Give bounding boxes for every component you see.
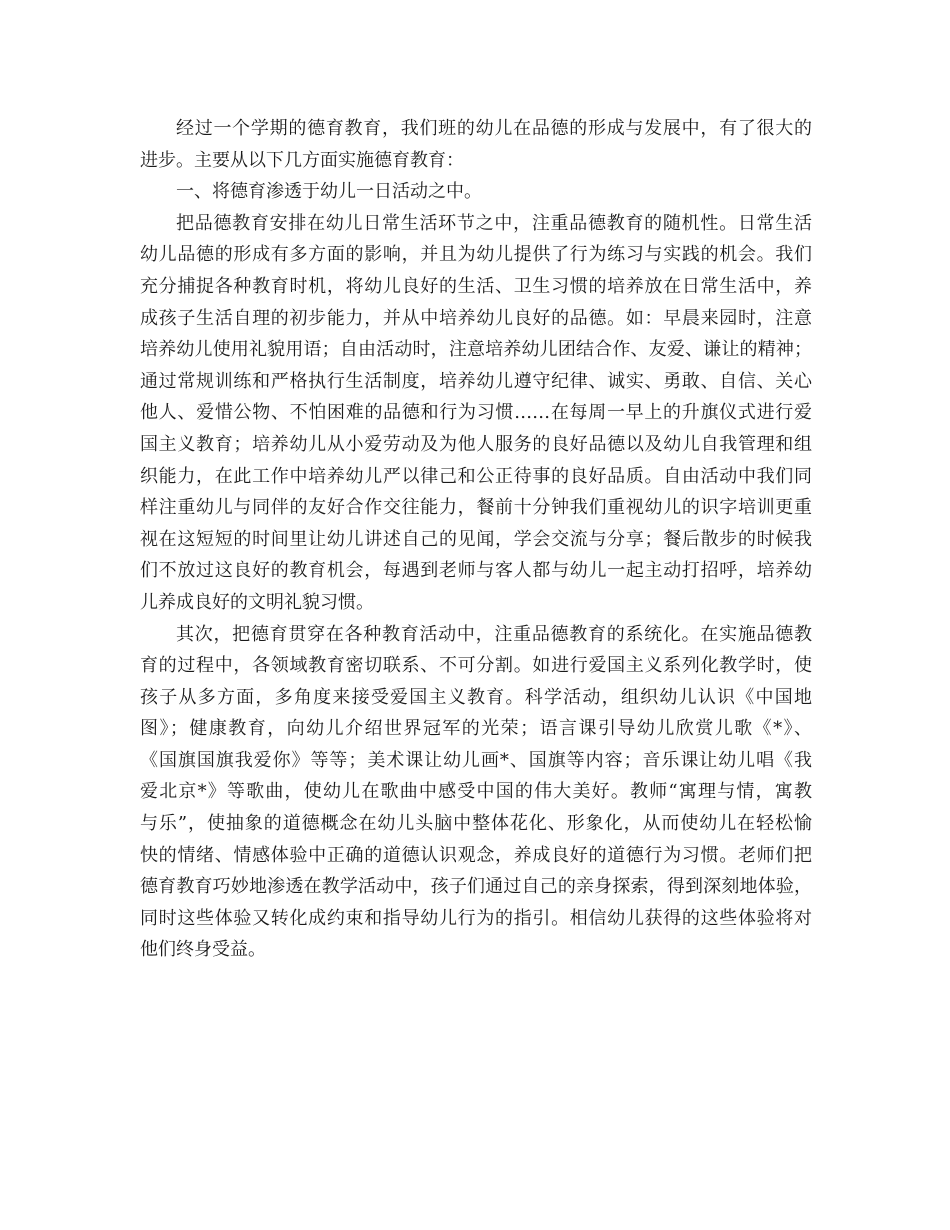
paragraph-4-line-10: 同时这些体验又转化成约束和指导幼儿行为的指引。相信幼儿获得的这些体验将对	[140, 907, 812, 929]
paragraph-3-line-13: 儿养成良好的文明礼貌习惯。	[140, 591, 374, 613]
paragraph-4-line-7: 与乐”，使抽象的道德概念在幼儿头脑中整体花化、形象化，从而使幼儿在轻松愉	[140, 813, 812, 835]
paragraph-3-line-4: 成孩子生活自理的初步能力，并从中培养幼儿良好的品德。如：早晨来园时，注意	[140, 307, 812, 329]
paragraph-3-line-1: 把品德教育安排在幼儿日常生活环节之中，注重品德教育的随机性。日常生活	[176, 212, 812, 234]
document-body	[140, 113, 812, 966]
paragraph-3-line-9: 织能力，在此工作中培养幼儿严以律己和公正待事的良好品质。自由活动中我们同	[140, 465, 812, 487]
paragraph-3-line-5: 培养幼儿使用礼貌用语；自由活动时，注意培养幼儿团结合作、友爱、谦让的精神；	[140, 339, 812, 361]
paragraph-3-line-6: 通过常规训练和严格执行生活制度，培养幼儿遵守纪律、诚实、勇敢、自信、关心	[140, 370, 812, 392]
paragraph-4-line-3: 孩子从多方面，多角度来接受爱国主义教育。科学活动，组织幼儿认识《中国地	[140, 686, 812, 708]
paragraph-3-line-3: 充分捕捉各种教育时机，将幼儿良好的生活、卫生习惯的培养放在日常生活中，养	[140, 275, 812, 297]
paragraph-4-line-1: 其次，把德育贯穿在各种教育活动中，注重品德教育的系统化。在实施品德教	[176, 623, 812, 645]
paragraph-3-line-11: 视在这短短的时间里让幼儿讲述自己的见闻，学会交流与分享；餐后散步的时候我	[140, 528, 812, 550]
paragraph-3-line-8: 国主义教育；培养幼儿从小爱劳动及为他人服务的良好品德以及幼儿自我管理和组	[140, 433, 812, 455]
paragraph-1-line-1: 经过一个学期的德育教育，我们班的幼儿在品德的形成与发展中，有了很大的	[176, 118, 812, 139]
paragraph-4-line-2: 育的过程中，各领域教育密切联系、不可分割。如进行爱国主义系列化教学时，使	[140, 655, 812, 677]
paragraph-4-line-11: 他们终身受益。	[140, 939, 266, 961]
paragraph-4-line-5: 《国旗国旗我爱你》等等；美术课让幼儿画*、国旗等内容；音乐课让幼儿唱《我	[140, 749, 812, 771]
paragraph-3-line-2: 幼儿品德的形成有多方面的影响，并且为幼儿提供了行为练习与实践的机会。我们	[140, 244, 812, 266]
paragraph-4-line-6: 爱北京*》等歌曲，使幼儿在歌曲中感受中国的伟大美好。教师“寓理与情，寓教	[140, 781, 812, 803]
paragraph-3-line-7: 他人、爱惜公物、不怕困难的品德和行为习惯……在每周一早上的升旗仪式进行爱	[140, 402, 812, 424]
paragraph-4-line-8: 快的情绪、情感体验中正确的道德认识观念，养成良好的道德行为习惯。老师们把	[140, 844, 812, 866]
section-heading-1: 一、将德育渗透于幼儿一日活动之中。	[176, 181, 482, 203]
paragraph-4-line-9: 德育教育巧妙地渗透在教学活动中，孩子们通过自己的亲身探索，得到深刻地体验，	[140, 876, 812, 898]
paragraph-3-line-10: 样注重幼儿与同伴的友好合作交往能力，餐前十分钟我们重视幼儿的识字培训更重	[140, 497, 812, 519]
paragraph-1-line-2: 进步。主要从以下几方面实施德育教育：	[140, 149, 464, 171]
paragraph-4-line-4: 图》；健康教育，向幼儿介绍世界冠军的光荣；语言课引导幼儿欣赏儿歌《*》、	[140, 718, 812, 740]
paragraph-3-line-12: 们不放过这良好的教育机会，每遇到老师与客人都与幼儿一起主动打招呼，培养幼	[140, 560, 812, 582]
